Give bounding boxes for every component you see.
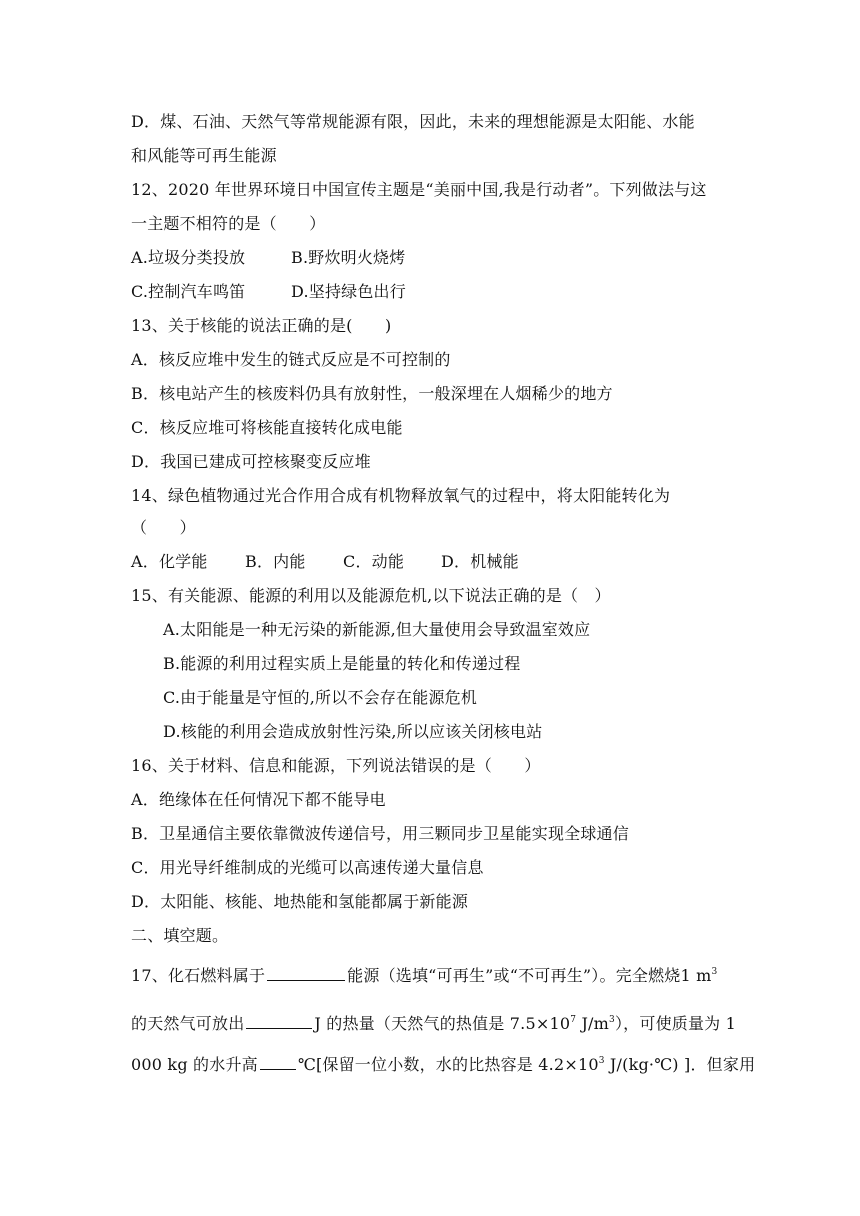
q12-option-a: A.垃圾分类投放 — [131, 248, 246, 267]
question-14-line-1: 14、绿色植物通过光合作用合成有机物释放氧气的过程中，将太阳能转化为 — [131, 486, 671, 505]
question-17-line-1 — [131, 964, 717, 987]
q17-text-2c: J/m — [576, 1014, 610, 1033]
q17-sup-2a: 7 — [570, 1015, 577, 1025]
q16-option-d: D．太阳能、核能、地热能和氢能都属于新能源 — [131, 892, 469, 911]
q15-option-c: C.由于能量是守恒的,所以不会存在能源危机 — [163, 688, 478, 707]
q17-text-3c: J/(kg·℃) ]．但家用 — [604, 1055, 756, 1074]
q17-blank-3 — [260, 1053, 296, 1070]
q14-option-a: A．化学能 — [131, 552, 208, 571]
question-16: 16、关于材料、信息和能源，下列说法错误的是（ ） — [131, 756, 541, 775]
q17-text-1a: 17、化石燃料属于 — [131, 966, 266, 985]
question-12-line-2: 一主题不相符的是（ ） — [131, 214, 326, 233]
q17-sup-3: 3 — [598, 1056, 605, 1066]
question-12-options-row-2 — [131, 281, 406, 303]
q14-option-c: C．动能 — [343, 552, 405, 571]
question-14-options — [131, 551, 519, 573]
q16-option-a: A．绝缘体在任何情况下都不能导电 — [131, 790, 386, 809]
q12-option-b: B.野炊明火烧烤 — [291, 248, 406, 267]
option-d-prev-line-2: 和风能等可再生能源 — [131, 146, 277, 165]
question-12-options-row-1 — [131, 247, 405, 269]
q12-option-d: D.坚持绿色出行 — [291, 282, 406, 301]
q12-option-c: C.控制汽车鸣笛 — [131, 282, 246, 301]
q17-text-2d: ），可使质量为 1 — [614, 1014, 737, 1033]
question-17-line-2 — [131, 1012, 736, 1035]
q13-option-d: D．我国已建成可控核聚变反应堆 — [131, 452, 371, 471]
q13-option-a: A．核反应堆中发生的链式反应是不可控制的 — [131, 350, 451, 369]
q14-option-b: B．内能 — [245, 552, 306, 571]
q15-option-d: D.核能的利用会造成放射性污染,所以应该关闭核电站 — [163, 722, 543, 741]
q16-option-b: B．卫星通信主要依靠微波传递信号，用三颗同步卫星能实现全球通信 — [131, 824, 629, 843]
q17-sup-2b: 3 — [609, 1015, 615, 1025]
q17-text-2b: J 的热量（天然气的热值是 7.5×10 — [314, 1014, 571, 1033]
question-12-line-1: 12、2020 年世界环境日中国宣传主题是“美丽中国,我是行动者”。下列做法与这 — [131, 180, 707, 199]
q17-text-3a: 000 kg 的水升高 — [131, 1055, 258, 1074]
q17-text-1b: 能源（选填“可再生”或“不可再生”）。完全燃烧1 m — [347, 966, 712, 985]
option-d-prev-line-1: D．煤、石油、天然气等常规能源有限，因此，未来的理想能源是太阳能、水能 — [131, 112, 695, 131]
q14-option-d: D．机械能 — [441, 552, 519, 571]
q17-text-2a: 的天然气可放出 — [131, 1014, 245, 1033]
question-13: 13、关于核能的说法正确的是( ) — [131, 316, 392, 335]
q17-text-3b: ℃[保留一位小数，水的比热容是 4.2×10 — [297, 1055, 599, 1074]
q13-option-c: C．核反应堆可将核能直接转化成电能 — [131, 418, 403, 437]
q15-option-a: A.太阳能是一种无污染的新能源,但大量使用会导致温室效应 — [163, 620, 591, 639]
section-fill-in-title: 二、填空题。 — [131, 926, 229, 945]
q17-sup-1: 3 — [711, 967, 718, 977]
question-17-line-3 — [131, 1053, 755, 1076]
q17-blank-2 — [246, 1012, 312, 1029]
question-15: 15、有关能源、能源的利用以及能源危机,以下说法正确的是（ ） — [131, 586, 611, 605]
q17-blank-1 — [267, 964, 345, 981]
q15-option-b: B.能源的利用过程实质上是能量的转化和传递过程 — [163, 654, 521, 673]
question-14-line-2: （ ） — [131, 518, 196, 537]
q16-option-c: C．用光导纤维制成的光缆可以高速传递大量信息 — [131, 858, 484, 877]
q13-option-b: B．核电站产生的核废料仍具有放射性，一般深埋在人烟稀少的地方 — [131, 384, 613, 403]
